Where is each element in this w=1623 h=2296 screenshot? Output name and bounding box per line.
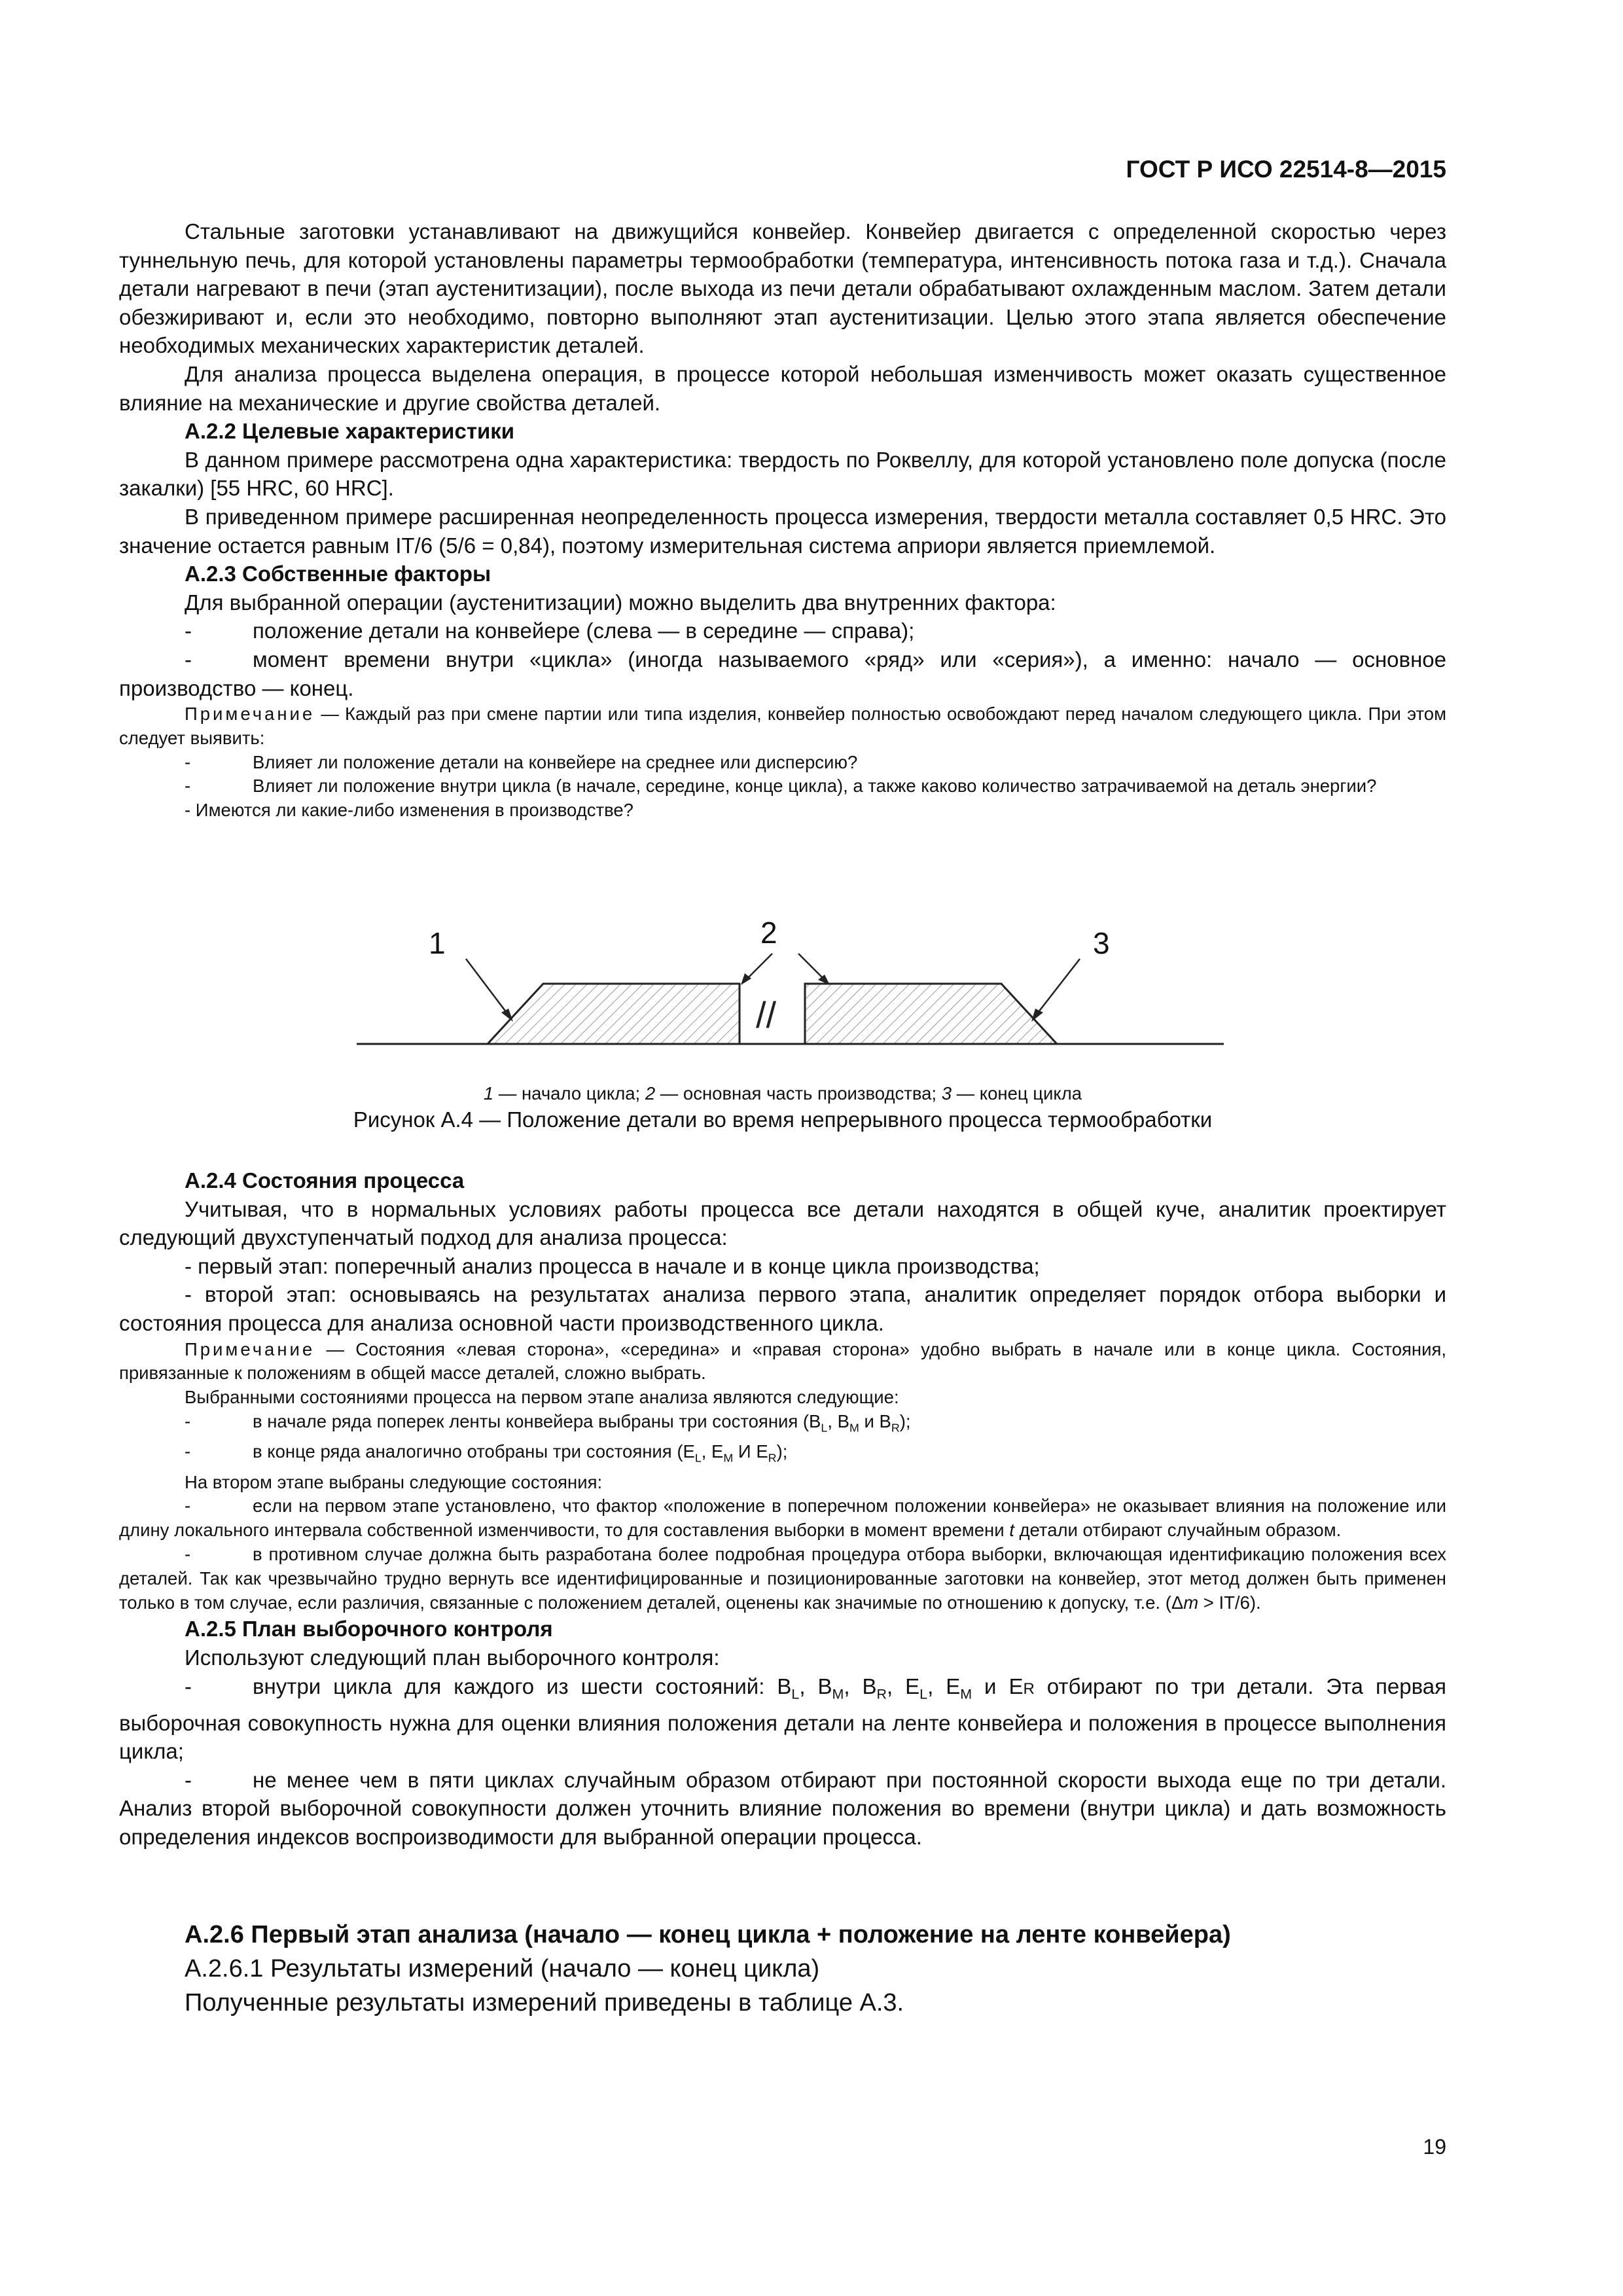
- section-heading-a25: А.2.5 План выборочного контроля: [185, 1617, 553, 1641]
- section-heading-a24: А.2.4 Состояния процесса: [185, 1168, 465, 1193]
- note-line: Выбранными состояниями процесса на первом этапе анализа являются следующие:: [185, 1387, 899, 1408]
- figure-label-3: 3: [1093, 926, 1110, 960]
- paragraph: Для выбранной операции (аустенитизации) можно выделить два внутренних фактора:: [185, 590, 1056, 615]
- note-dash-item: - в конце ряда аналогично отобраны три состояния ($E_L$, $E_M$ И $E_R$);: [185, 1441, 788, 1465]
- paragraph: Для анализа процесса выделена операция, в процессе которой небольшая изменчивость может оказать существенное влияние на механические и другие свойства деталей.: [119, 361, 1446, 415]
- section-heading-a22: А.2.2 Целевые характеристики: [185, 419, 515, 444]
- leader-3: [1034, 959, 1080, 1018]
- dash-item: - не менее чем в пяти циклах случайным образом отбирают при постоянной скорости выхода еще по три детали. Анализ второй выборочной совокупности должен уточнить влияние положения во времени (внутри цикла) и дать возможность определения индексов воспроизводимости для выбранной операции процесса.: [119, 1767, 1446, 1850]
- figure-legend: 1 — начало цикла; 2 — основная часть производства; 3 — конец цикла: [483, 1083, 1082, 1103]
- block-intro: [119, 217, 1446, 823]
- note: Примечание — Состояния «левая сторона», «середина» и «правая сторона» удобно выбрать в начале или в конце цикла. Состояния, привязанные к положениям в общей массе деталей, сложно выбрать.: [119, 1338, 1446, 1384]
- note-line: - Имеются ли какие-либо изменения в производстве?: [185, 800, 633, 821]
- note-dash-item: - если на первом этапе установлено, что фактор «положение в поперечном положении конвейера» не оказывает влияния на положение или длину локального интервала собственной изменчивости, то для составления выборки в момент времени t детали отбирают случайным образом.: [119, 1496, 1446, 1541]
- note: Примечание — Каждый раз при смене партии или типа изделия, конвейер полностью освобождают перед началом следующего цикла. При этом следует выявить:: [119, 704, 1446, 748]
- document-header: ГОСТ Р ИСО 22514-8—2015: [1126, 156, 1446, 183]
- paragraph: Учитывая, что в нормальных условиях работы процесса все детали находятся в общей куче, аналитик проектирует следующий двухступенчатый подход для анализа процесса:: [119, 1196, 1446, 1250]
- figure-caption-block: [119, 1082, 1446, 1134]
- page-number: 19: [1423, 2135, 1446, 2159]
- parts-start-block: [488, 984, 740, 1044]
- figure-label-1: 1: [429, 926, 446, 960]
- break-slashes: //: [756, 994, 777, 1035]
- paragraph: Используют следующий план выборочного контроля:: [185, 1645, 720, 1670]
- leader-2b: [798, 954, 825, 980]
- note-dash-item: - Влияет ли положение внутри цикла (в начале, середине, конце цикла), а также каково количество затрачиваемой на деталь энергии?: [185, 776, 1377, 797]
- block-first-stage: [119, 1918, 1446, 2020]
- parts-end-block: [805, 984, 1057, 1044]
- figure-label-2: 2: [760, 916, 777, 950]
- leader-2a: [746, 954, 772, 980]
- note-line: На втором этапе выбраны следующие состояния:: [185, 1471, 603, 1492]
- note-dash-item: - Влияет ли положение детали на конвейере на среднее или дисперсию?: [185, 751, 858, 772]
- dash-item: - первый этап: поперечный анализ процесса в начале и в конце цикла производства;: [185, 1253, 1040, 1278]
- paragraph: В приведенном примере расширенная неопределенность процесса измерения, твердости металла составляет 0,5 HRC. Это значение остается равным IT/6 (5/6 = 0,84), поэтому измерительная система априори является приемлемой.: [119, 504, 1446, 558]
- block-process-states: [119, 1166, 1446, 1852]
- dash-item: - момент времени внутри «цикла» (иногда называемого «ряд» или «серия»), а именно: начало — основное производство — конец.: [119, 647, 1446, 700]
- note-dash-item: - в начале ряда поперек ленты конвейера выбраны три состояния ($B_L$, $B_M$ и $B_R$);: [185, 1410, 911, 1435]
- section-heading-a26: А.2.6 Первый этап анализа (начало — конец цикла + положение на ленте конвейера): [185, 1921, 1231, 1948]
- leader-1: [466, 959, 510, 1018]
- dash-item: - положение детали на конвейере (слева — в середине — справа);: [185, 619, 915, 643]
- paragraph: В данном примере рассмотрена одна характеристика: твердость по Роквеллу, для которой установлено поле допуска (после закалки) [55 HRC, 60 HRC].: [119, 447, 1446, 501]
- figure-a4-diagram: [347, 913, 1230, 1070]
- dash-item: - внутри цикла для каждого из шести состояний: $B_L$, $B_M$, $B_R$, $E_L$, $E_M$ и ER отбирают по три детали. Эта первая выборочная совокупность нужна для оценки влияния положения детали на ленте конвейера и положения в процессе выполнения цикла;: [119, 1674, 1446, 1764]
- subsection-heading-a261: А.2.6.1 Результаты измерений (начало — конец цикла): [185, 1955, 820, 1982]
- figure-title: Рисунок А.4 — Положение детали во время непрерывного процесса термообработки: [353, 1107, 1213, 1132]
- paragraph: Полученные результаты измерений приведены в таблице А.3.: [185, 1989, 904, 2017]
- paragraph: Стальные заготовки устанавливают на движущийся конвейер. Конвейер двигается с определенной скоростью через туннельную печь, для которой установлены параметры термообработки (температура, интенсивность потока газа и т.д.). Сначала детали нагревают в печи (этап аустенитизации), после выхода из печи детали обрабатывают охлажденным маслом. Затем детали обезжиривают и, если это необходимо, повторно выполняют этап аустенитизации. Целью этого этапа является обеспечение необходимых механических характеристик деталей.: [119, 219, 1446, 358]
- note-dash-item: - в противном случае должна быть разработана более подробная процедура отбора выборки, включающая идентификацию положения всех деталей. Так как чрезвычайно трудно вернуть все идентифицированные и позиционированные заготовки на конвейер, этот метод должен быть применен только в том случае, если различия, связанные с положением деталей, оценены как значимые по отношению к допуску, т.е. (Δm > IT/6).: [119, 1543, 1446, 1613]
- section-heading-a23: А.2.3 Собственные факторы: [185, 562, 491, 586]
- dash-item: - второй этап: основываясь на результатах анализа первого этапа, аналитик определяет порядок отбора выборки и состояния процесса для анализа основной части производственного цикла.: [119, 1282, 1446, 1335]
